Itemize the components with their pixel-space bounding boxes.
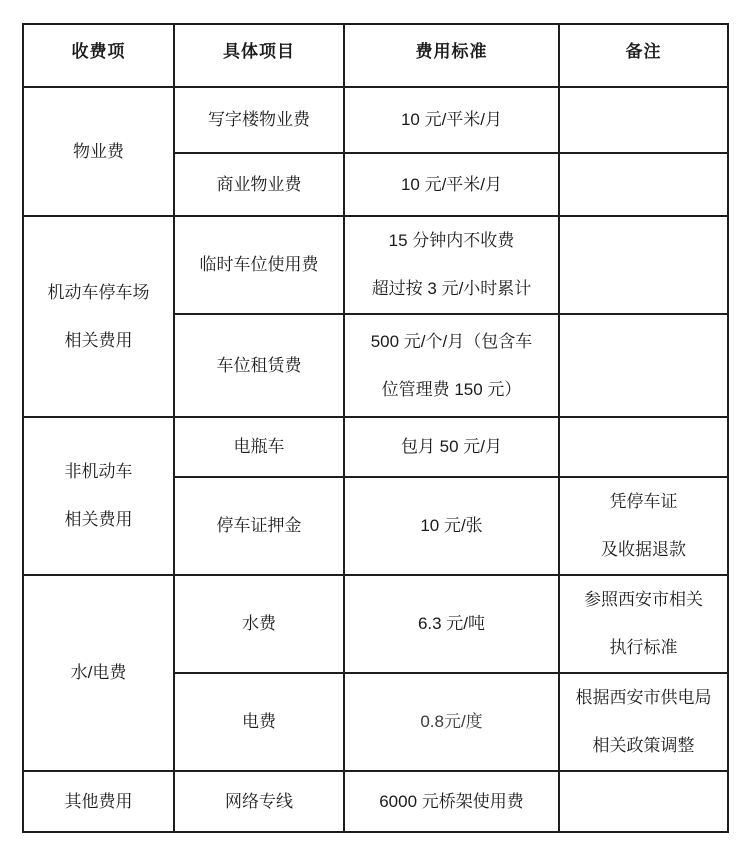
cell-item	[174, 314, 344, 417]
standard-value: 15 分钟内不收费	[388, 231, 515, 250]
cell-item	[174, 575, 344, 673]
cell-item	[174, 771, 344, 832]
item-label: 停车证押金	[216, 516, 302, 535]
cell-item	[174, 417, 344, 477]
table-row	[23, 575, 728, 673]
item-label: 商业物业费	[216, 174, 302, 194]
remark-text: 执行标准	[609, 638, 678, 657]
category-label: 其他费用	[64, 791, 133, 811]
standard-value: 6000 元桥架使用费	[379, 791, 524, 811]
cell-item	[174, 87, 344, 153]
cell-remark	[559, 314, 728, 417]
category-label: 机动车停车场	[47, 282, 150, 302]
cell-standard	[344, 771, 559, 832]
cell-standard	[344, 417, 559, 477]
item-label: 写字楼物业费	[208, 110, 310, 129]
cell-standard	[344, 87, 559, 153]
item-label: 电瓶车	[233, 437, 285, 456]
table-row	[23, 417, 728, 477]
cell-item	[174, 216, 344, 314]
cell-item	[174, 153, 344, 216]
category-label: 物业费	[73, 141, 124, 161]
fee-table	[22, 23, 729, 833]
category-label: 相关费用	[64, 330, 133, 350]
cell-remark	[559, 153, 728, 216]
cell-item	[174, 673, 344, 771]
cell-remark	[559, 216, 728, 314]
category-label: 水/电费	[70, 663, 127, 682]
standard-value: 10 元/平米/月	[400, 110, 503, 129]
header-remarks: 备注	[559, 24, 728, 87]
item-label: 车位租赁费	[216, 355, 302, 375]
cell-standard	[344, 477, 559, 575]
header-specific-item: 具体项目	[174, 24, 344, 87]
standard-value: 10 元/张	[420, 516, 483, 535]
cell-standard	[344, 153, 559, 216]
header-fee-category: 收费项	[23, 24, 174, 87]
remark-text: 相关政策调整	[592, 736, 695, 755]
standard-value: 超过按 3 元/小时累计	[371, 279, 532, 298]
cell-remark	[559, 477, 728, 575]
cell-category	[23, 216, 174, 417]
item-label: 临时车位使用费	[199, 255, 319, 274]
cell-category	[23, 771, 174, 832]
cell-category	[23, 87, 174, 216]
cell-standard	[344, 216, 559, 314]
standard-value: 500 元/个/月（包含车	[370, 331, 533, 351]
standard-value: 位管理费 150 元）	[381, 379, 522, 399]
cell-standard	[344, 575, 559, 673]
standard-value: 0.8元/度	[420, 712, 483, 731]
table-row	[23, 216, 728, 314]
header-fee-standard: 费用标准	[344, 24, 559, 87]
cell-remark	[559, 87, 728, 153]
standard-value: 6.3 元/吨	[417, 614, 486, 633]
cell-remark	[559, 673, 728, 771]
cell-remark	[559, 575, 728, 673]
cell-standard	[344, 314, 559, 417]
remark-text: 及收据退款	[601, 540, 686, 559]
standard-value: 包月 50 元/月	[400, 437, 503, 456]
remark-text: 根据西安市供电局	[575, 688, 712, 707]
cell-item	[174, 477, 344, 575]
table-row	[23, 771, 728, 832]
cell-category	[23, 417, 174, 575]
category-label: 非机动车	[64, 462, 133, 481]
item-label: 电费	[242, 712, 276, 731]
remark-text: 凭停车证	[609, 492, 678, 511]
category-label: 相关费用	[64, 510, 133, 529]
item-label: 网络专线	[225, 791, 293, 811]
cell-standard	[344, 673, 559, 771]
standard-value: 10 元/平米/月	[400, 174, 503, 194]
item-label: 水费	[242, 614, 276, 633]
cell-remark	[559, 771, 728, 832]
cell-remark	[559, 417, 728, 477]
cell-category	[23, 575, 174, 771]
remark-text: 参照西安市相关	[584, 590, 703, 609]
table-row	[23, 87, 728, 153]
header-row	[23, 24, 728, 87]
